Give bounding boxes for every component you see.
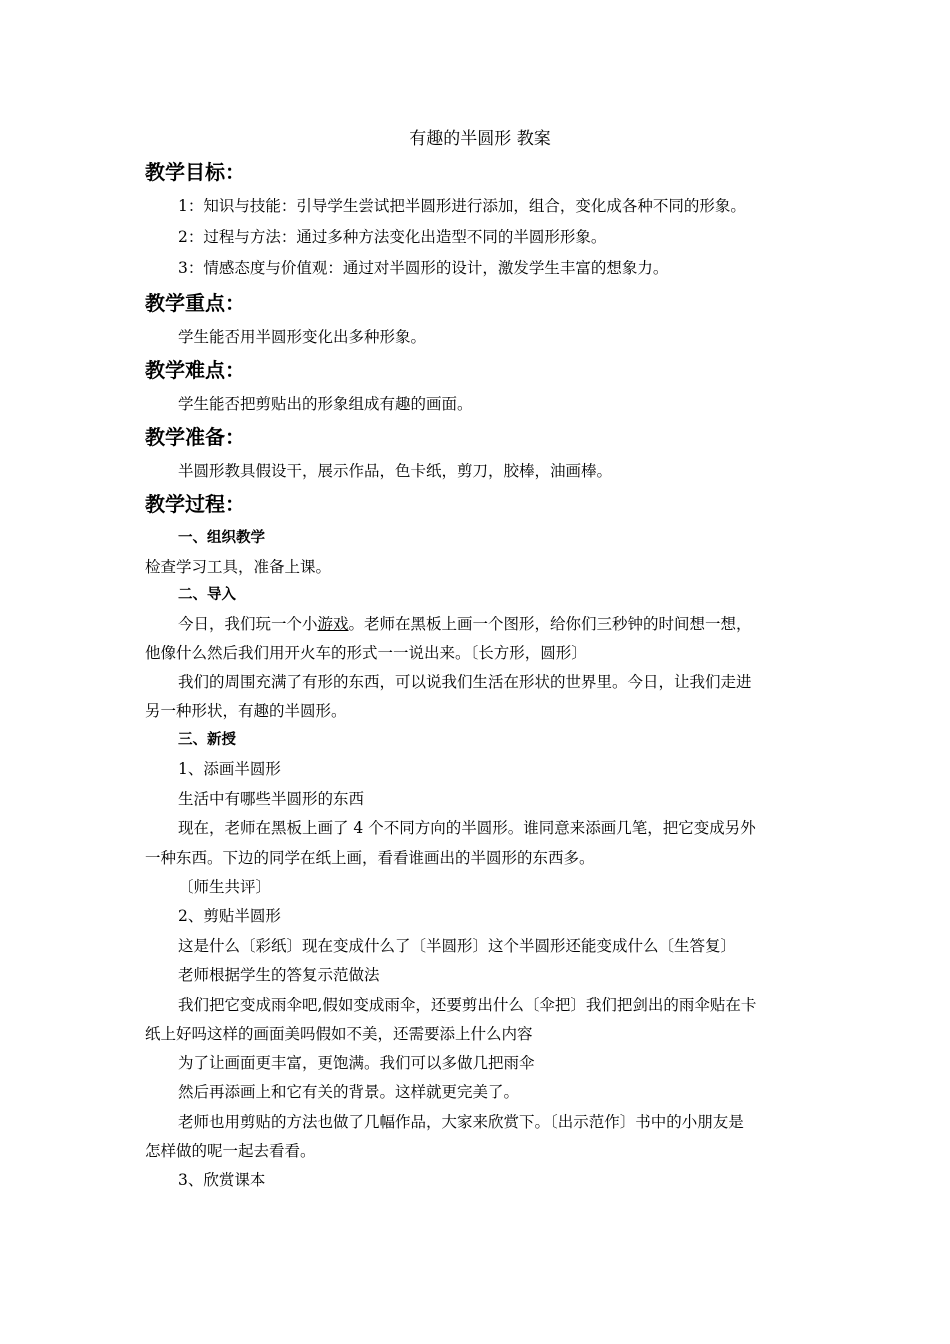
heading-teaching-goals: 教学目标： [145, 160, 245, 184]
intro-text-part-b: 。老师在黑板上画一个图形，给你们三秒钟的时间想一想， [348, 615, 752, 633]
section-intro-heading: 二、导入 [178, 587, 236, 603]
new-lesson-line-4: 这是什么〔彩纸〕现在变成什么了〔半圆形〕这个半圆形还能变成什么〔生答复〕 [178, 937, 737, 955]
intro-paragraph-1-line-1 [178, 614, 752, 634]
goal-item-1: 1：知识与技能：引导学生尝试把半圆形进行添加，组合，变化成各种不同的形象。 [178, 197, 746, 215]
preparation-text: 半圆形教具假设干，展示作品，色卡纸，剪刀，胶棒，油画棒。 [178, 462, 613, 480]
game-link[interactable]: 游戏 [317, 615, 349, 633]
heading-key-points: 教学重点： [145, 291, 245, 315]
subsection-cut-paste-heading: 2、剪贴半圆形 [178, 907, 281, 925]
new-lesson-line-1: 生活中有哪些半圆形的东西 [178, 790, 365, 808]
section-organize-text: 检查学习工具，准备上课。 [145, 558, 332, 576]
new-lesson-line-6b: 纸上好吗这样的画面美吗假如不美，还需要添上什么内容 [145, 1025, 533, 1043]
section-organize-heading: 一、组织教学 [178, 530, 265, 546]
new-lesson-line-6a: 我们把它变成雨伞吧,假如变成雨伞，还要剪出什么〔伞把〕我们把剑出的雨伞贴在卡 [178, 996, 757, 1014]
goal-item-2: 2：过程与方法：通过多种方法变化出造型不同的半圆形形象。 [178, 228, 607, 246]
section-new-lesson-heading: 三、新授 [178, 732, 236, 748]
new-lesson-line-8: 然后再添画上和它有关的背景。这样就更完美了。 [178, 1083, 520, 1101]
new-lesson-line-3: 〔师生共评〕 [178, 878, 272, 896]
goal-item-3: 3：情感态度与价值观：通过对半圆形的设计，激发学生丰富的想象力。 [178, 259, 669, 277]
intro-paragraph-2-line-2: 另一种形状，有趣的半圆形。 [145, 702, 347, 720]
new-lesson-line-2b: 一种东西。下边的同学在纸上画，看看谁画出的半圆形的东西多。 [145, 849, 595, 867]
intro-paragraph-1-line-2: 他像什么然后我们用开火车的形式一一说出来。〔长方形，圆形〕 [145, 644, 587, 662]
heading-difficulty: 教学难点： [145, 358, 245, 382]
subsection-textbook-heading: 3、欣赏课本 [178, 1171, 266, 1189]
new-lesson-line-7: 为了让画面更丰富，更饱满。我们可以多做几把雨伞 [178, 1054, 535, 1072]
new-lesson-line-9a: 老师也用剪贴的方法也做了几幅作品，大家来欣赏下。〔出示范作〕书中的小朋友是 [178, 1113, 744, 1131]
heading-teaching-process: 教学过程： [145, 492, 245, 516]
document-title: 有趣的半圆形 教案 [409, 129, 551, 149]
key-points-text: 学生能否用半圆形变化出多种形象。 [178, 328, 427, 346]
subsection-draw-heading: 1、添画半圆形 [178, 760, 281, 778]
new-lesson-line-2a: 现在，老师在黑板上画了 4 个不同方向的半圆形。谁同意来添画几笔，把它变成另外 [178, 819, 756, 837]
intro-paragraph-2-line-1: 我们的周围充满了有形的东西，可以说我们生活在形状的世界里。今日，让我们走进 [178, 673, 752, 691]
intro-text-part-a: 今日，我们玩一个小 [178, 615, 318, 633]
difficulty-text: 学生能否把剪贴出的形象组成有趣的画面。 [178, 395, 473, 413]
new-lesson-line-5: 老师根据学生的答复示范做法 [178, 966, 380, 984]
heading-preparation: 教学准备： [145, 425, 245, 449]
new-lesson-line-9b: 怎样做的呢一起去看看。 [145, 1142, 316, 1160]
